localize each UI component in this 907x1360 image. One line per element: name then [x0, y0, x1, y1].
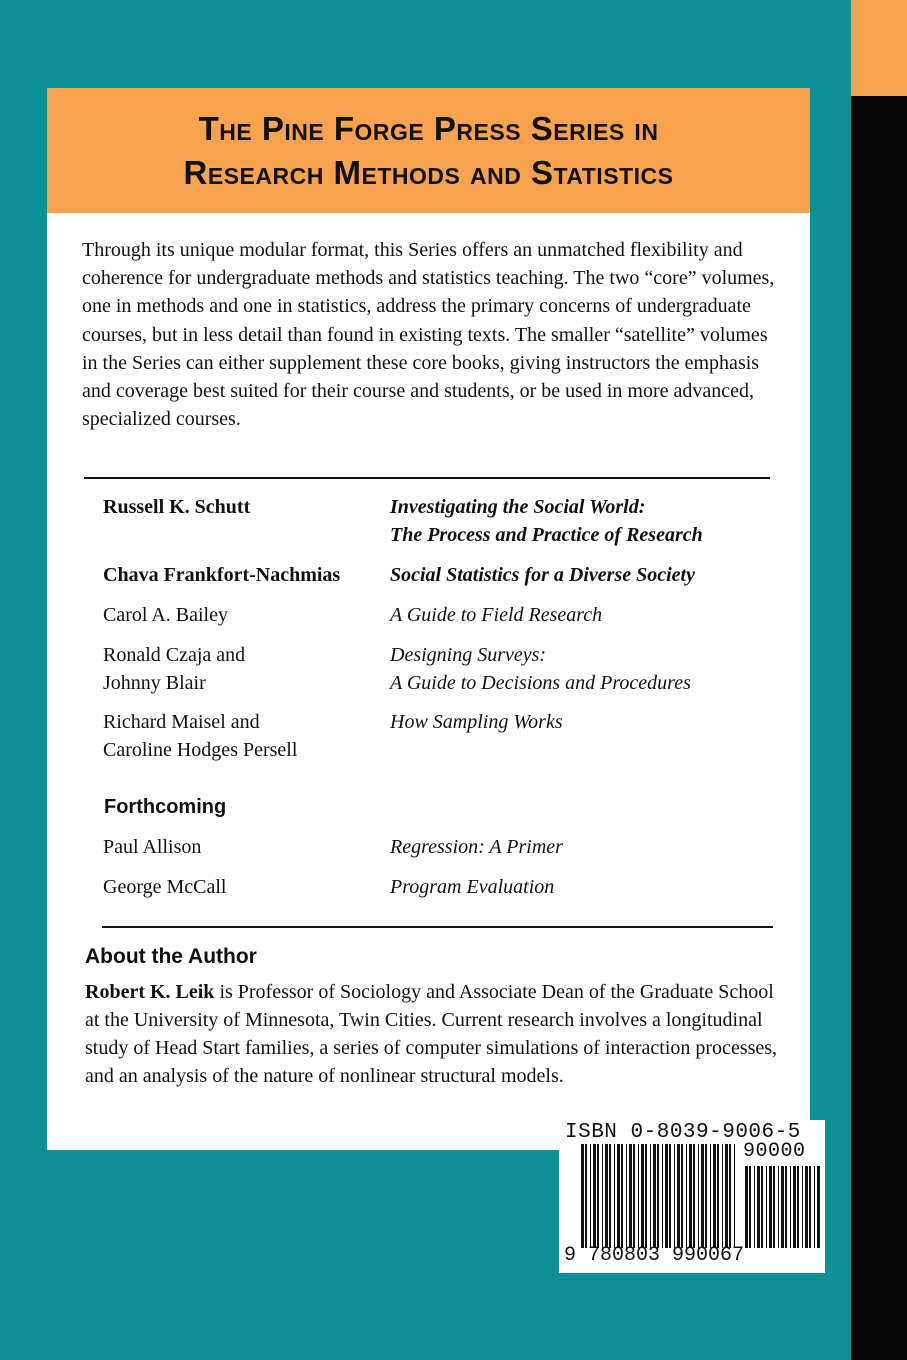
forthcoming-author-allison: Paul Allison — [103, 836, 202, 858]
series-title-line-2: Research Methods and Statistics — [183, 153, 674, 191]
about-author-heading: About the Author — [85, 945, 257, 968]
book-author-schutt: Russell K. Schutt — [103, 496, 251, 518]
series-description: Through its unique modular format, this Series offers an unmatched flexibility and coherence for undergraduate methods and statistics teaching. The two “core” volumes, one in methods and one in statistics, address the primary concerns of undergraduate courses, but in less detail than found in existing texts. The smaller “satellite” volumes in the Series can either supplement these core books, giving instructors the emphasis and coverage best suited for their course and students, or be used in more advanced, specialized courses. — [82, 239, 775, 431]
barcode-area — [559, 1120, 825, 1273]
book-title-schutt: Investigating the Social World: The Process and Practice of Research — [390, 496, 703, 546]
price-code: 90000 — [743, 1140, 806, 1163]
spine-orange-block — [851, 0, 907, 96]
series-header — [47, 88, 810, 213]
author-name: Robert K. Leik — [85, 981, 215, 1003]
book-author-maisel-persell: Richard Maisel and Caroline Hodges Persell — [103, 711, 298, 761]
content-panel — [47, 88, 810, 1150]
forthcoming-title-mccall: Program Evaluation — [390, 876, 555, 898]
book-title-frankfort-nachmias: Social Statistics for a Diverse Society — [390, 564, 695, 586]
book-title-bailey: A Guide to Field Research — [390, 604, 603, 626]
book-title-czaja-blair: Designing Surveys: A Guide to Decisions and Procedures — [390, 644, 691, 694]
forthcoming-heading: Forthcoming — [104, 796, 227, 818]
book-author-czaja-blair: Ronald Czaja and Johnny Blair — [103, 644, 246, 694]
book-author-frankfort-nachmias: Chava Frankfort-Nachmias — [103, 564, 341, 586]
divider-bottom — [102, 926, 773, 928]
divider-top — [84, 477, 770, 479]
ean-number: 9 780803 990067 — [564, 1244, 745, 1267]
spine-black-strip — [851, 96, 907, 1360]
about-author-text: Robert K. Leik is Professor of Sociology and Associate Dean of the Graduate School at the University of Minnesota, Twin Cities. Current research involves a longitudinal study of Head Start families, a series of computer simulations of interaction processes, and an analysis of the nature of nonlinear structural models. — [85, 981, 778, 1087]
book-author-bailey: Carol A. Bailey — [103, 604, 228, 626]
isbn-number: ISBN 0-8039-9006-5 — [565, 1121, 801, 1144]
series-title-line-1: The Pine Forge Press Series in — [198, 109, 659, 147]
book-title-maisel-persell: How Sampling Works — [390, 711, 563, 733]
forthcoming-author-mccall: George McCall — [103, 876, 227, 898]
forthcoming-title-allison: Regression: A Primer — [390, 836, 563, 858]
